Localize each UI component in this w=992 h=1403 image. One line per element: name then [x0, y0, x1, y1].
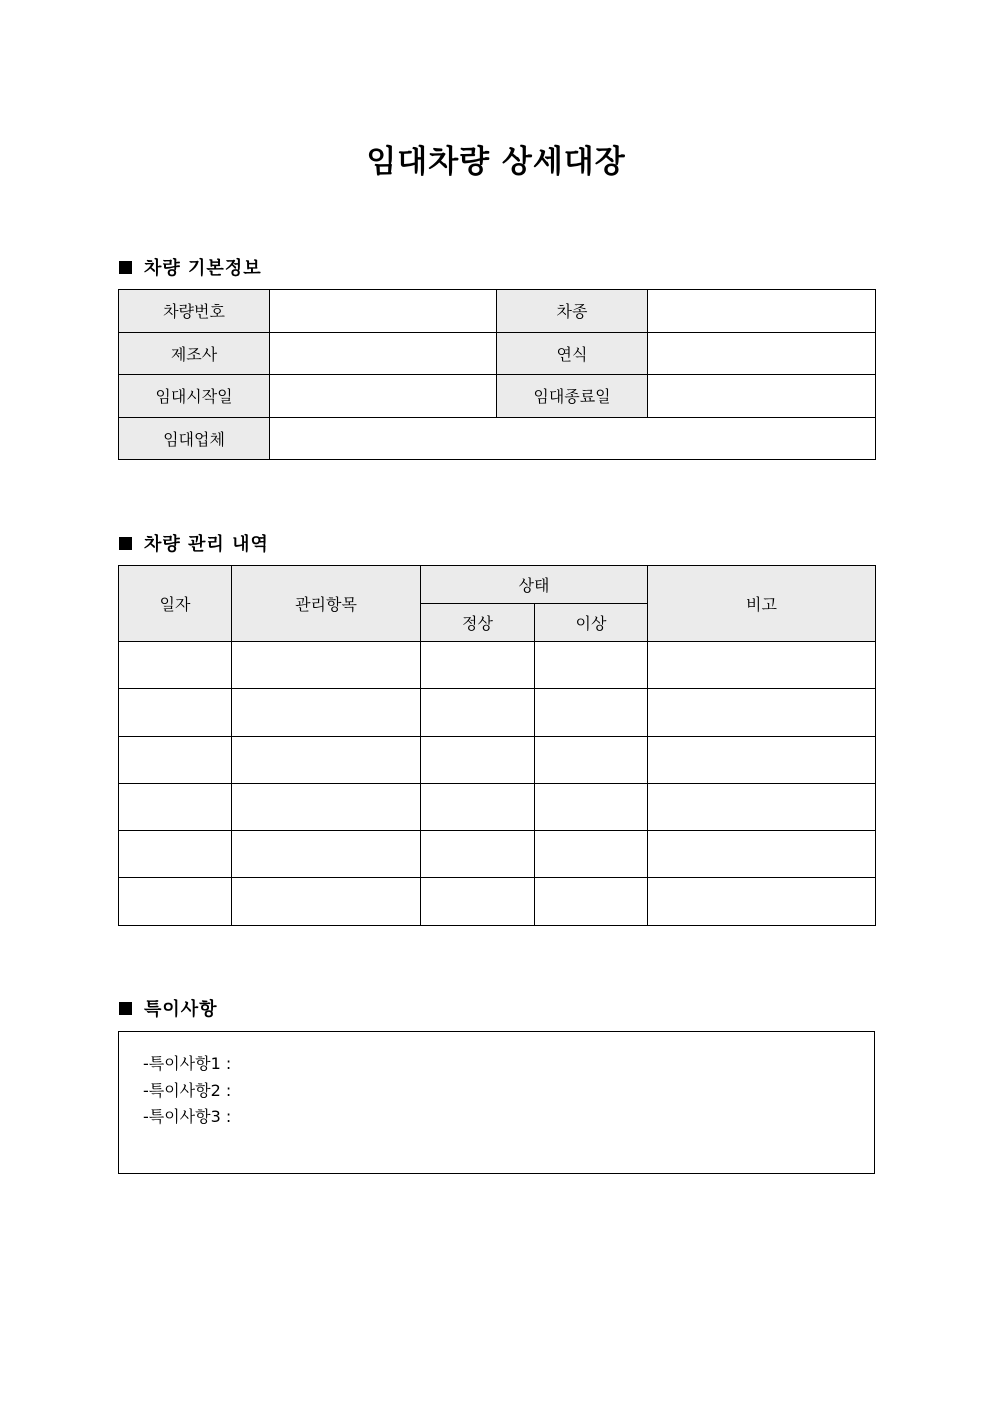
label-model: 차종: [497, 290, 648, 333]
remarks-cell[interactable]: [648, 642, 876, 689]
item-cell[interactable]: [232, 831, 421, 878]
remarks-cell[interactable]: [648, 878, 876, 925]
status-normal-cell[interactable]: [421, 689, 535, 736]
section-basic-info-heading: [119, 254, 262, 280]
table-row: [119, 878, 876, 925]
item-cell[interactable]: [232, 642, 421, 689]
status-abnormal-cell[interactable]: [535, 736, 648, 783]
status-abnormal-cell[interactable]: [535, 783, 648, 830]
year-field[interactable]: [648, 332, 876, 375]
table-row: [119, 783, 876, 830]
date-cell[interactable]: [119, 831, 232, 878]
note-line-3: -특이사항3 :: [143, 1107, 232, 1126]
status-normal-cell[interactable]: [421, 783, 535, 830]
remarks-cell[interactable]: [648, 831, 876, 878]
item-cell[interactable]: [232, 878, 421, 925]
status-abnormal-cell[interactable]: [535, 831, 648, 878]
status-normal-cell[interactable]: [421, 736, 535, 783]
status-normal-cell[interactable]: [421, 878, 535, 925]
table-row: [119, 417, 876, 460]
label-lease-end: 임대종료일: [497, 375, 648, 418]
column-header-date: 일자: [119, 566, 232, 642]
label-manufacturer: 제조사: [119, 332, 270, 375]
section-management-title: 차량 관리 내역: [144, 534, 269, 555]
remarks-cell[interactable]: [648, 689, 876, 736]
column-header-remarks: 비고: [648, 566, 876, 642]
note-line-2: -특이사항2 :: [143, 1080, 232, 1100]
square-bullet-icon: [119, 1002, 132, 1015]
item-cell[interactable]: [232, 736, 421, 783]
column-header-status: 상태: [421, 566, 648, 604]
label-plate-number: 차량번호: [119, 290, 270, 333]
status-abnormal-cell[interactable]: [535, 642, 648, 689]
status-abnormal-cell[interactable]: [535, 878, 648, 925]
column-header-status-abnormal: 이상: [535, 604, 648, 642]
table-row: [119, 831, 876, 878]
table-header-row: [119, 566, 876, 604]
table-row: [119, 642, 876, 689]
square-bullet-icon: [119, 537, 132, 550]
table-row: [119, 736, 876, 783]
note-line-1: -특이사항1 :: [143, 1054, 232, 1073]
item-cell[interactable]: [232, 689, 421, 736]
table-row: [119, 375, 876, 418]
lease-start-field[interactable]: [270, 375, 497, 418]
status-normal-cell[interactable]: [421, 642, 535, 689]
section-notes-heading: [119, 995, 218, 1021]
section-notes-title: 특이사항: [144, 999, 218, 1020]
date-cell[interactable]: [119, 689, 232, 736]
column-header-item: 관리항목: [232, 566, 421, 642]
date-cell[interactable]: [119, 783, 232, 830]
table-row: [119, 332, 876, 375]
notes-box[interactable]: [118, 1031, 875, 1174]
table-row: [119, 689, 876, 736]
section-management-heading: [119, 530, 269, 556]
model-field[interactable]: [648, 290, 876, 333]
square-bullet-icon: [119, 261, 132, 274]
label-lease-start: 임대시작일: [119, 375, 270, 418]
status-abnormal-cell[interactable]: [535, 689, 648, 736]
leasing-company-field[interactable]: [270, 417, 876, 460]
date-cell[interactable]: [119, 736, 232, 783]
lease-end-field[interactable]: [648, 375, 876, 418]
column-header-status-normal: 정상: [421, 604, 535, 642]
section-basic-info-title: 차량 기본정보: [144, 258, 262, 279]
document-title: 임대차량 상세대장: [366, 144, 626, 180]
label-year: 연식: [497, 332, 648, 375]
label-leasing-company: 임대업체: [119, 417, 270, 460]
manufacturer-field[interactable]: [270, 332, 497, 375]
remarks-cell[interactable]: [648, 736, 876, 783]
vehicle-basic-info-table: [118, 289, 876, 460]
vehicle-management-table: [118, 565, 876, 926]
remarks-cell[interactable]: [648, 783, 876, 830]
status-normal-cell[interactable]: [421, 831, 535, 878]
table-row: [119, 290, 876, 333]
plate-number-field[interactable]: [270, 290, 497, 333]
date-cell[interactable]: [119, 878, 232, 925]
date-cell[interactable]: [119, 642, 232, 689]
item-cell[interactable]: [232, 783, 421, 830]
